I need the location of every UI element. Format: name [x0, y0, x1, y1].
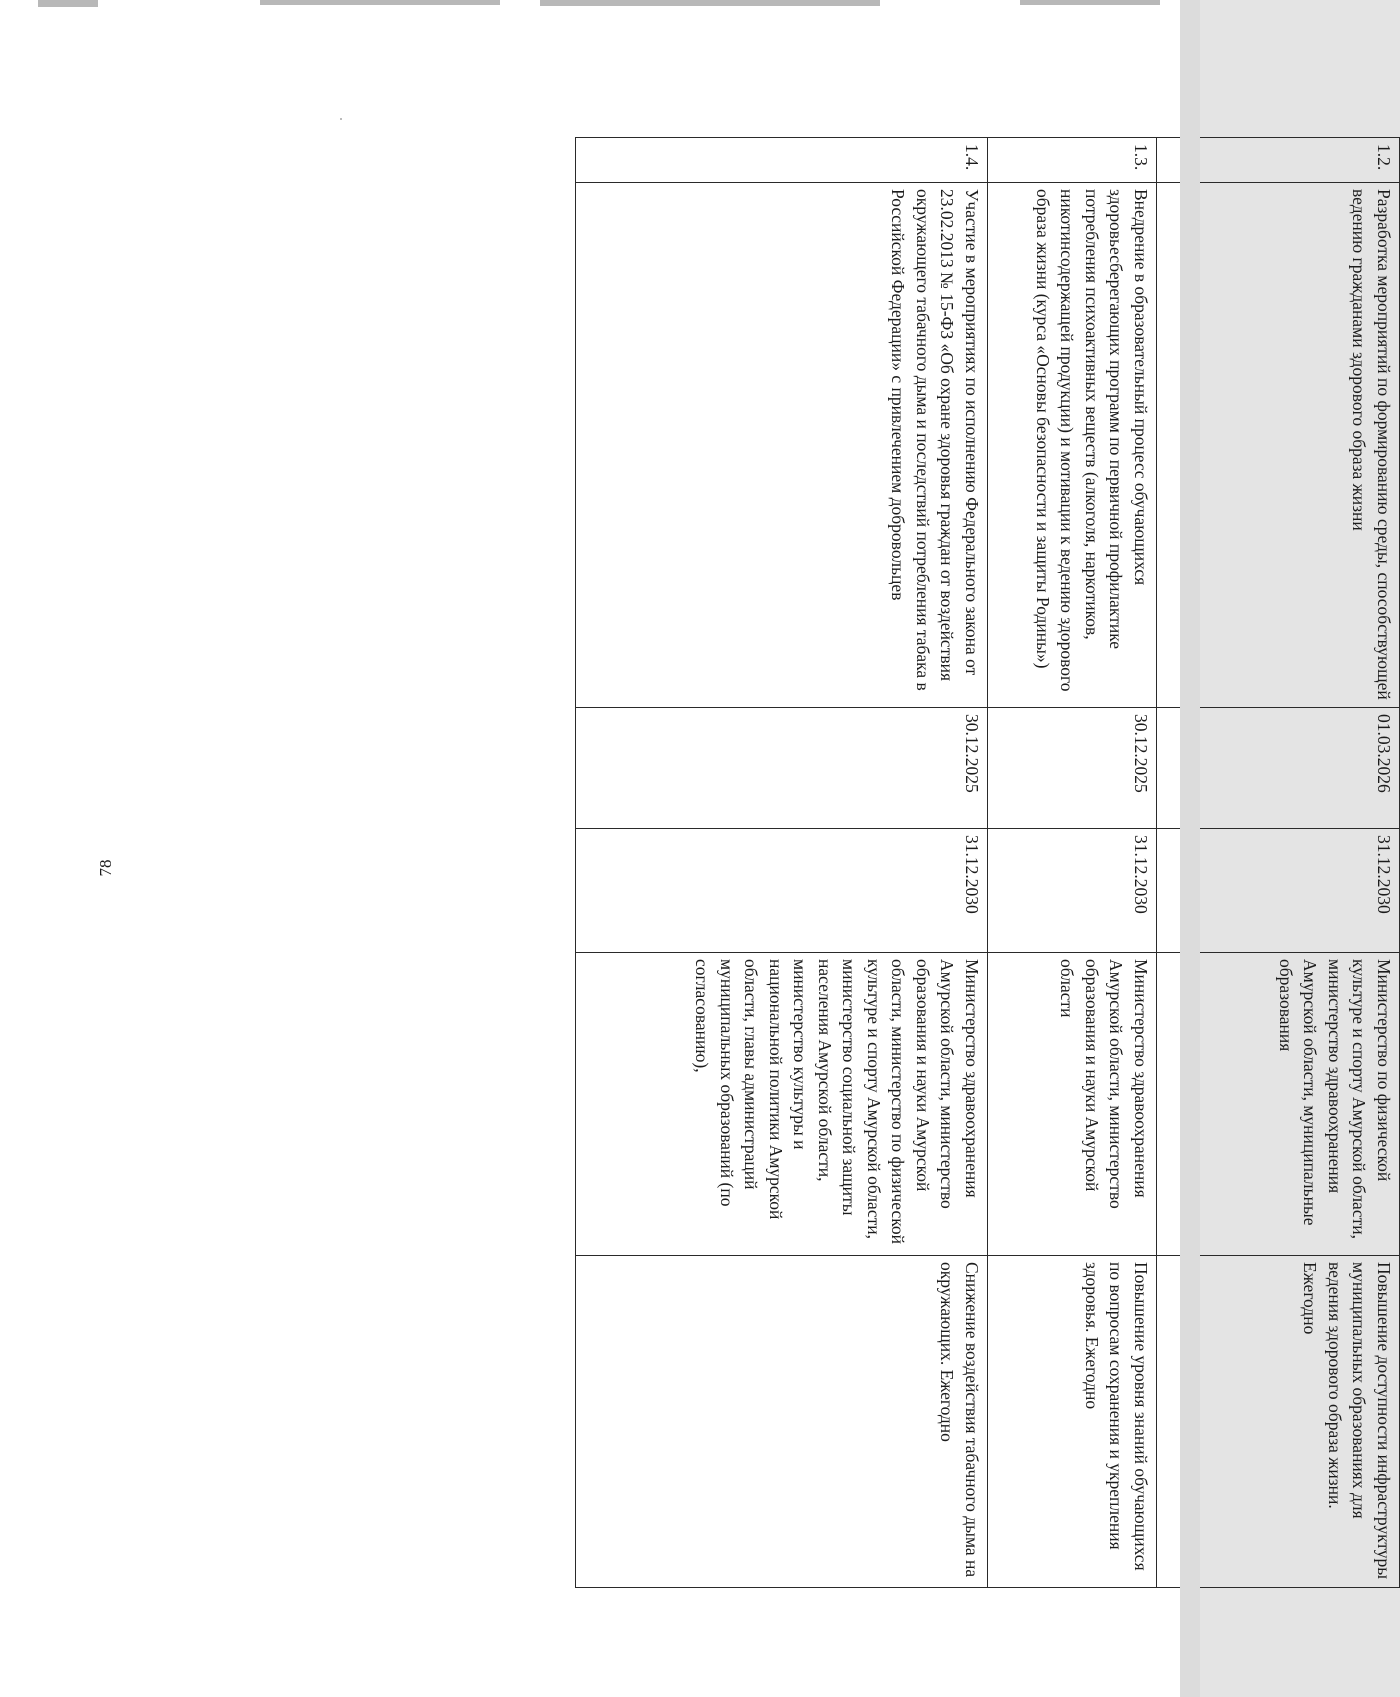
executors-cell: Министерство здравоохранения Амурской области, министерство образования и науки Амурской области, министерство по физической культуре и спорту Амурской области, министерство социальной защиты населения Амурской области, министерство культуры и национальной политики Амурской области, главы администраций муниципальных образований (по согласованию), — [576, 953, 988, 1256]
start-date-cell: 01.03.2026 — [1157, 708, 1400, 829]
row-number: 1.2. — [1157, 138, 1400, 183]
scan-artifact — [540, 0, 880, 6]
scan-artifact — [1020, 0, 1160, 5]
row-number: 1.4. — [576, 138, 988, 183]
event-cell: Разработка мероприятий по формированию среды, способствующей ведению гражданами здорового образа жизни — [1157, 183, 1400, 708]
result-cell: Повышение уровня знаний обучающихся по вопросам сохранения и укрепления здоровья. Ежегодно — [988, 1256, 1157, 1588]
row-number: 1.3. — [988, 138, 1157, 183]
result-cell: Снижение воздействия табачного дыма на окружающих. Ежегодно — [576, 1256, 988, 1588]
measures-table — [575, 137, 1400, 1588]
executors-cell: Министерство по физической культуре и спорту Амурской области, министерство здравоохранения Амурской области, муниципальные образования — [1157, 953, 1400, 1256]
rotated-table-wrapper — [575, 137, 1400, 1587]
end-date-cell: 31.12.2030 — [576, 829, 988, 953]
end-date-cell: 31.12.2030 — [1157, 829, 1400, 953]
start-date-cell: 30.12.2025 — [988, 708, 1157, 829]
scan-artifact — [38, 0, 98, 7]
page-number: 78 — [96, 859, 115, 877]
scanner-margin — [1180, 0, 1200, 1697]
event-cell: Внедрение в образовательный процесс обучающихся здоровьесберегающих программ по первичной профилактике потребления психоактивных веществ (алкоголя, наркотиков, никотинсодержащей продукции) и мотивации к ведению здорового образа жизни (курса «Основы безопасности и защиты Родины») — [988, 183, 1157, 708]
end-date-cell: 31.12.2030 — [988, 829, 1157, 953]
result-cell: Повышение доступности инфраструктуры муниципальных образованиях для ведения здорового образа жизни. Ежегодно — [1157, 1256, 1400, 1588]
table-row — [988, 138, 1157, 1588]
start-date-cell: 30.12.2025 — [576, 708, 988, 829]
event-cell: Участие в мероприятиях по исполнению Федерального закона от 23.02.2013 № 15-ФЗ «Об охране здоровья граждан от воздействия окружающего табачного дыма и последствий потребления табака в Российской Федерации» с привлечением добровольцев — [576, 183, 988, 708]
executors-cell: Министерство здравоохранения Амурской области, министерство образования и науки Амурской области — [988, 953, 1157, 1256]
table-row — [576, 138, 988, 1588]
scan-artifact — [340, 118, 342, 120]
scan-artifact — [260, 0, 500, 5]
